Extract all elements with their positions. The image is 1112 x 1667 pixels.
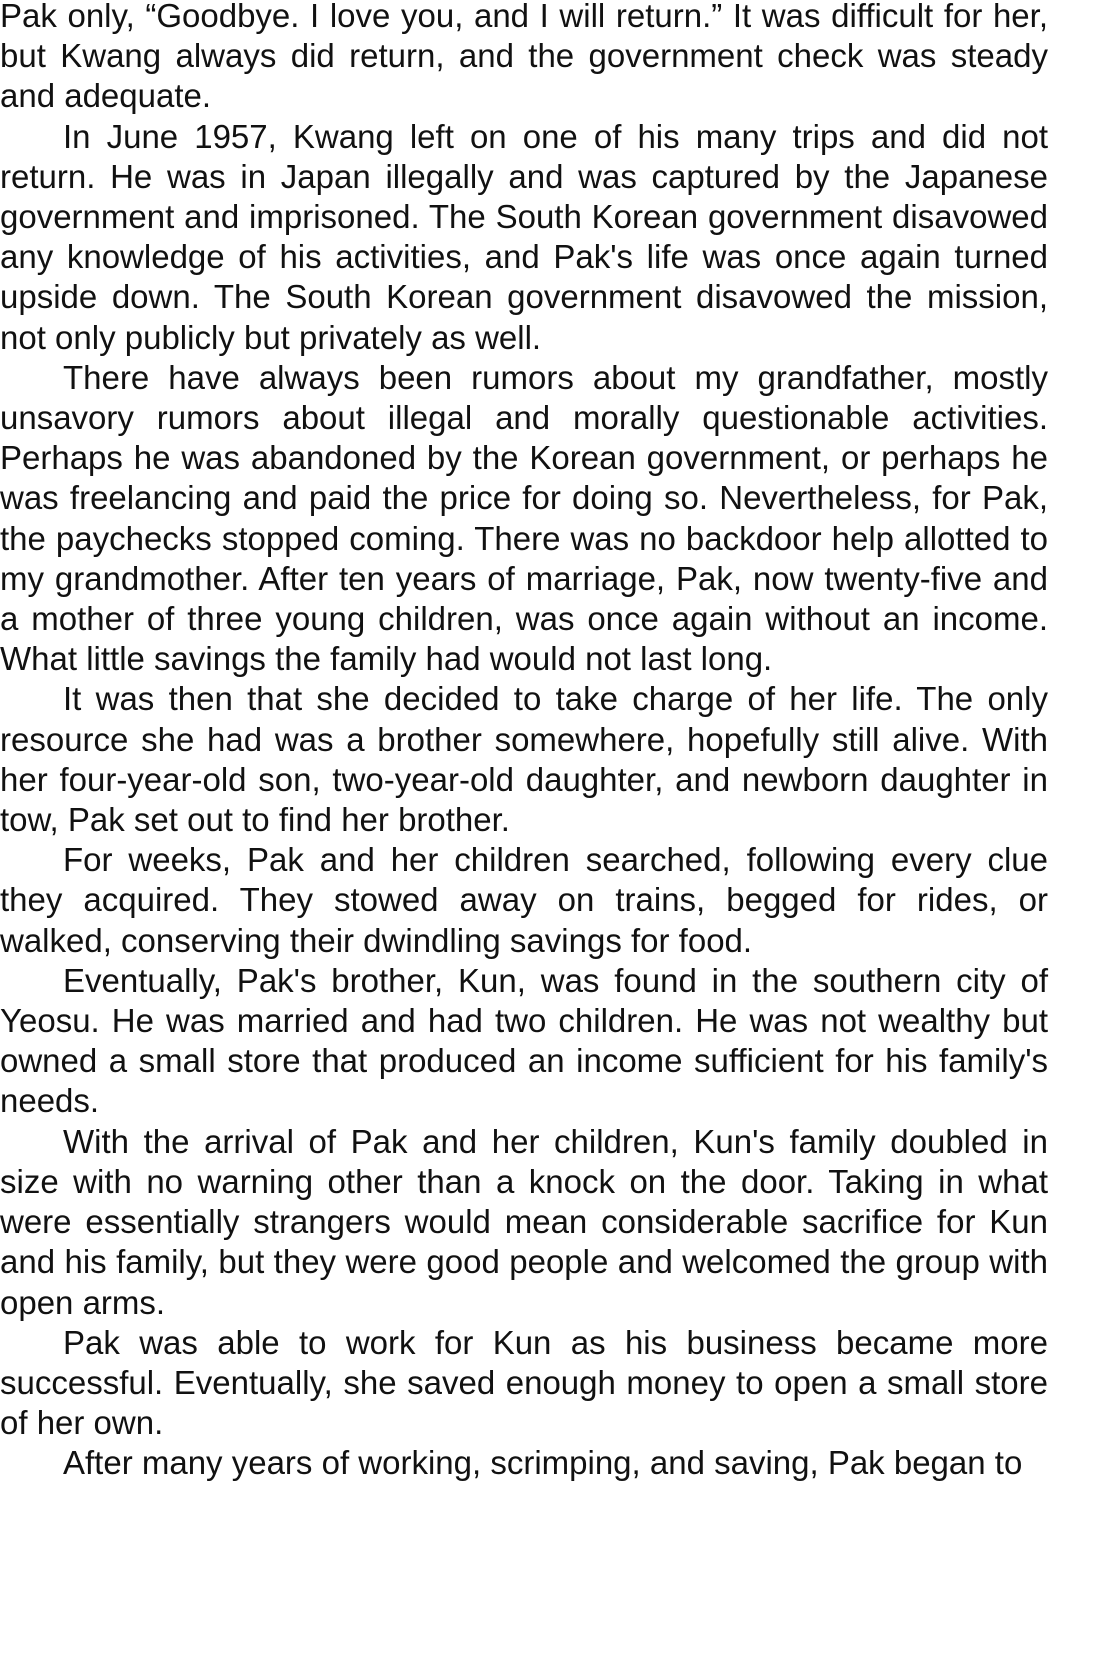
paragraph: It was then that she decided to take charge of her life. The only resource she had was a brother somewhere, hopefully still alive. With her four-year-old son, two-year-old daughter, and newborn daughter in tow, Pak set out to find her brother. — [0, 680, 1048, 839]
paragraph: There have always been rumors about my grandfather, mostly unsavory rumors about illegal and morally questionable activities. Perhaps he was abandoned by the Korean government, or perhaps he was freelancing and paid the price for doing so. Nevertheless, for Pak, the paychecks stopped coming. There was no backdoor help allotted to my grandmother. After ten years of marriage, Pak, now twenty-five and a mother of three young children, was once again without an income. What little savings the family had would not last long. — [0, 358, 1048, 678]
paragraph: After many years of working, scrimping, and saving, Pak began to — [63, 1444, 1023, 1482]
paragraph: For weeks, Pak and her children searched, following every clue they acquired. They stowed away on trains, begged for rides, or walked, conserving their dwindling savings for food. — [0, 841, 1048, 959]
paragraph: In June 1957, Kwang left on one of his many trips and did not return. He was in Japan illegally and was captured by the Japanese government and imprisoned. The South Korean government disavowed any knowledge of his activities, and Pak's life was once again turned upside down. The South Korean government disavowed the mission, not only publicly but privately as well. — [0, 117, 1048, 356]
paragraph: Eventually, Pak's brother, Kun, was found in the southern city of Yeosu. He was married and had two children. He was not wealthy but owned a small store that produced an income sufficient for his family's needs. — [0, 961, 1048, 1120]
paragraph: Pak only, “Goodbye. I love you, and I will return.” It was difficult for her, but Kwang always did return, and the government check was steady and adequate. — [0, 0, 1048, 115]
paragraph: Pak was able to work for Kun as his business became more successful. Eventually, she saved enough money to open a small store of her own. — [0, 1323, 1048, 1442]
paragraph: With the arrival of Pak and her children, Kun's family doubled in size with no warning other than a knock on the door. Taking in what were essentially strangers would mean considerable sacrifice for Kun and his family, but they were good people and welcomed the group with open arms. — [0, 1122, 1048, 1321]
